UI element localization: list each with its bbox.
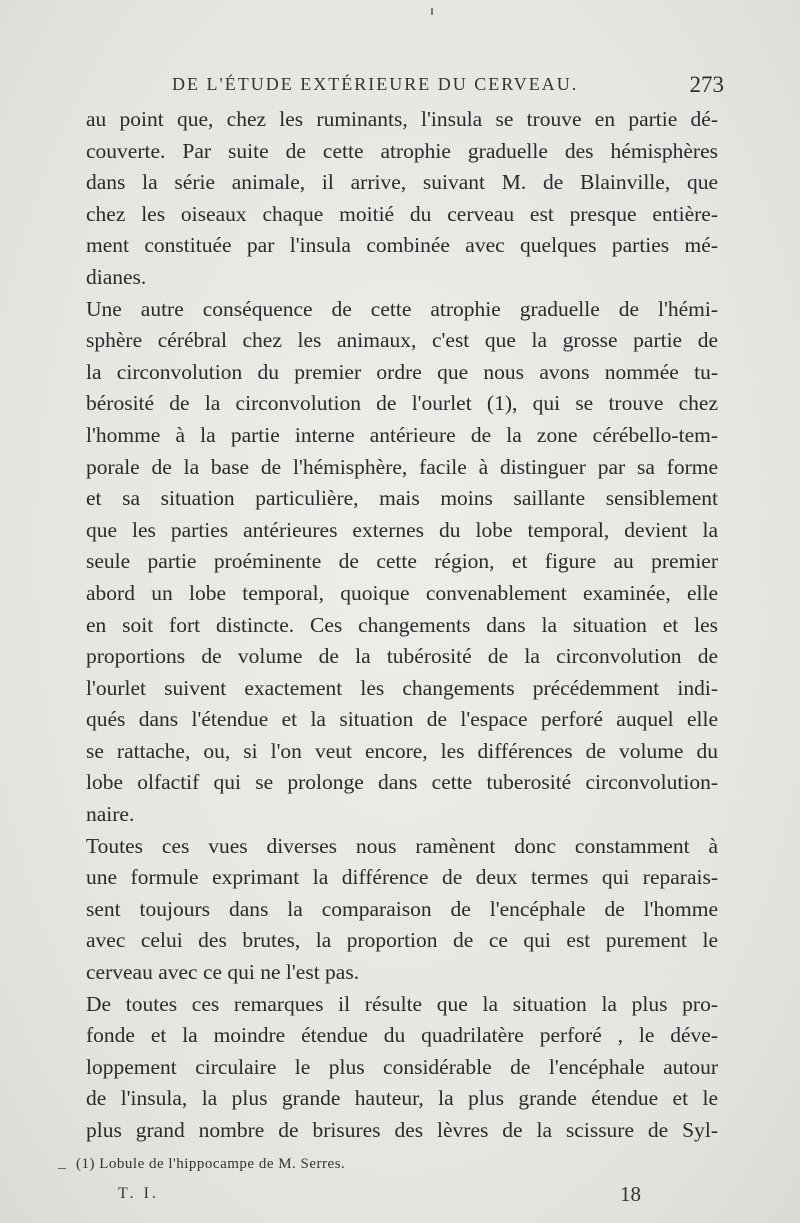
text-line: De toutes ces remarques il résulte que la situation la plus pro- xyxy=(86,991,718,1016)
text-line: dianes. xyxy=(86,264,147,289)
page-mark xyxy=(431,8,433,15)
text-line: l'homme à la partie interne antérieure de la zone cérébello-tem- xyxy=(86,422,718,447)
text-line: cerveau avec ce qui ne l'est pas. xyxy=(86,960,360,985)
page-number: 273 xyxy=(689,72,724,97)
text-line: dans la série animale, il arrive, suivant M. de Blainville, que xyxy=(86,170,718,195)
body-text xyxy=(86,104,718,1147)
text-line: porale de la base de l'hémisphère, facile à distinguer par sa forme xyxy=(86,454,718,479)
volume-signature: T. I. xyxy=(118,1185,159,1202)
text-line: au point que, chez les ruminants, l'insula se trouve en partie dé- xyxy=(86,107,718,131)
footnote-dash xyxy=(58,1168,66,1169)
text-line: Une autre conséquence de cette atrophie graduelle de l'hémi- xyxy=(86,296,718,321)
text-line: lobe olfactif qui se prolonge dans cette tuberosité circonvolution- xyxy=(86,770,718,795)
text-line: Toutes ces vues diverses nous ramènent donc constamment à xyxy=(86,833,718,858)
text-line: et sa situation particulière, mais moins saillante sensiblement xyxy=(86,486,718,511)
text-line: fonde et la moindre étendue du quadrilatère perforé , le déve- xyxy=(86,1023,718,1048)
running-head xyxy=(172,74,724,104)
text-line: qués dans l'étendue et la situation de l'espace perforé auquel elle xyxy=(86,707,718,732)
text-line: avec celui des brutes, la proportion de ce qui est purement le xyxy=(86,928,718,953)
sheet-signature: 18 xyxy=(620,1182,641,1206)
text-line: l'ourlet suivent exactement les changements précédemment indi- xyxy=(86,675,718,700)
text-line: sent toujours dans la comparaison de l'encéphale de l'homme xyxy=(86,896,718,921)
text-line: proportions de volume de la tubérosité de la circonvolution de xyxy=(86,644,718,669)
text-line: la circonvolution du premier ordre que nous avons nommée tu- xyxy=(86,359,718,384)
text-line: en soit fort distincte. Ces changements dans la situation et les xyxy=(86,612,718,637)
text-line: loppement circulaire le plus considérable de l'encéphale autour xyxy=(86,1054,718,1079)
text-line: chez les oiseaux chaque moitié du cerveau est presque entière- xyxy=(86,201,718,226)
text-line: une formule exprimant la différence de deux termes qui reparais- xyxy=(86,865,718,890)
text-line: plus grand nombre de brisures des lèvres de la scissure de Syl- xyxy=(86,1118,718,1142)
text-line: se rattache, ou, si l'on veut encore, les différences de volume du xyxy=(86,738,718,763)
text-line: bérosité de la circonvolution de l'ourlet (1), qui se trouve chez xyxy=(86,391,718,416)
footnote: (1) Lobule de l'hippocampe de M. Serres. xyxy=(76,1156,346,1172)
text-line: abord un lobe temporal, quoique convenablement examinée, elle xyxy=(86,580,718,605)
text-line: ment constituée par l'insula combinée avec quelques parties mé- xyxy=(86,233,718,258)
text-line: couverte. Par suite de cette atrophie graduelle des hémisphères xyxy=(86,138,718,163)
text-line: seule partie proéminente de cette région, et figure au premier xyxy=(86,549,718,574)
text-line: sphère cérébral chez les animaux, c'est que la grosse partie de xyxy=(86,328,718,353)
running-title: DE L'ÉTUDE EXTÉRIEURE DU CERVEAU. xyxy=(172,74,579,94)
text-line: de l'insula, la plus grande hauteur, la plus grande étendue et le xyxy=(86,1086,718,1111)
text-line: naire. xyxy=(86,802,135,827)
text-line: que les parties antérieures externes du lobe temporal, devient la xyxy=(86,517,718,542)
